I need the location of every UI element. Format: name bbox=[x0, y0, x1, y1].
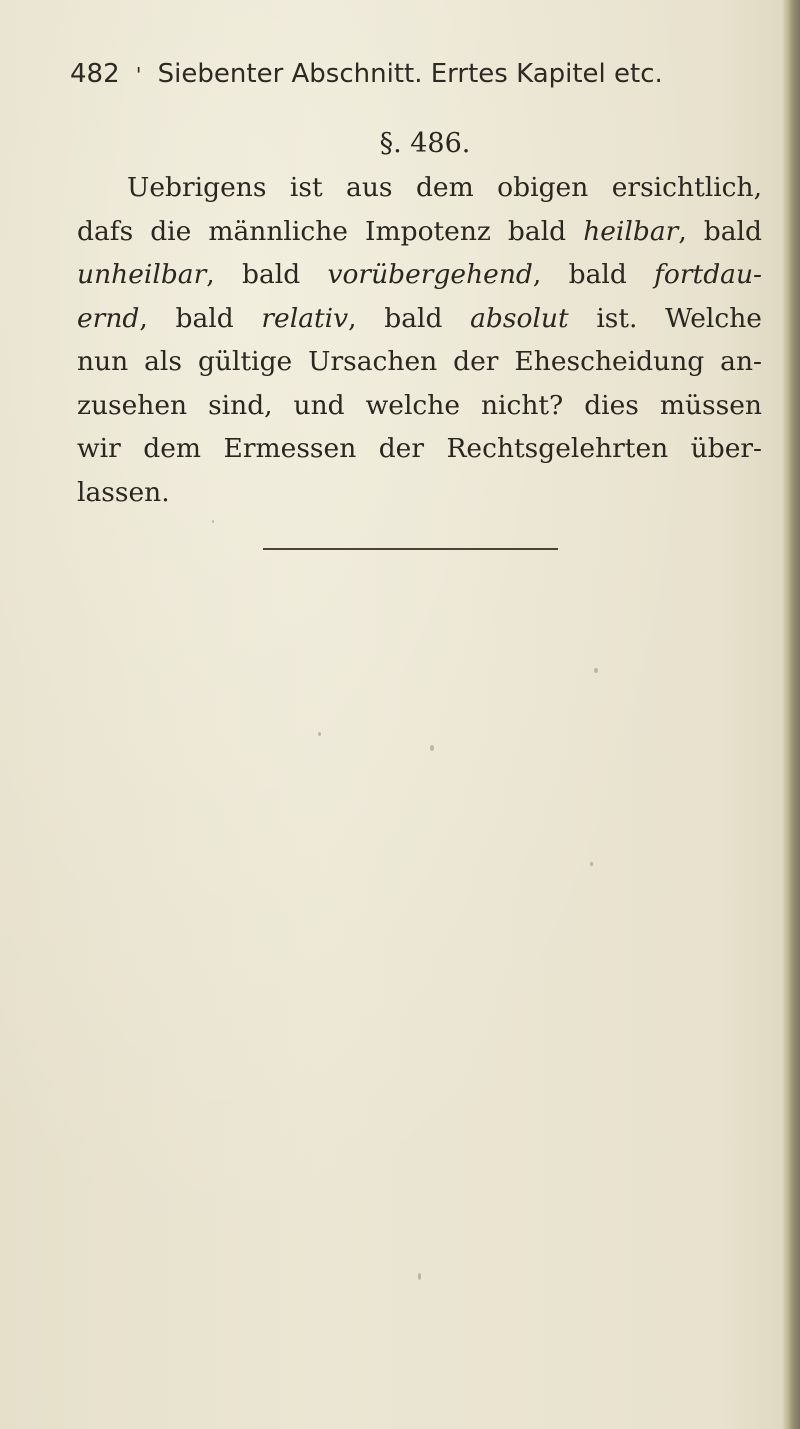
paper-speck bbox=[418, 1273, 421, 1280]
running-head bbox=[70, 54, 750, 94]
paper-speck bbox=[594, 668, 598, 673]
text-line-8: lassen. bbox=[77, 476, 170, 508]
paragraph bbox=[77, 166, 762, 514]
paper-speck bbox=[212, 520, 214, 523]
text-line-1: Uebrigens ist aus dem obigen ersichtlich, bbox=[127, 172, 762, 203]
chapter-title: Siebenter Abschnitt. Errtes Kapitel etc. bbox=[157, 59, 663, 89]
text-line-4: ernd, bald relativ, bald absolut ist. Welche bbox=[77, 302, 762, 334]
printer-mark: ' bbox=[135, 63, 142, 87]
text-line-7: wir dem Ermessen der Rechtsgelehrten über- bbox=[77, 433, 762, 464]
paper-speck bbox=[430, 745, 434, 751]
page-number: 482 bbox=[70, 59, 120, 89]
paper-speck bbox=[590, 862, 593, 866]
text-line-3: unheilbar, bald vorübergehend, bald fortdau- bbox=[77, 259, 762, 290]
text-line-2: dafs die männliche Impotenz bald heilbar, bald bbox=[77, 215, 762, 247]
paper-speck bbox=[318, 732, 321, 736]
section-heading: §. 486. bbox=[379, 128, 471, 159]
text-line-5: nun als gültige Ursachen der Ehescheidung an- bbox=[77, 346, 762, 377]
end-rule bbox=[263, 548, 558, 550]
page-edge-shadow bbox=[782, 0, 800, 1429]
text-line-6: zusehen sind, und welche nicht? dies müssen bbox=[77, 389, 762, 421]
